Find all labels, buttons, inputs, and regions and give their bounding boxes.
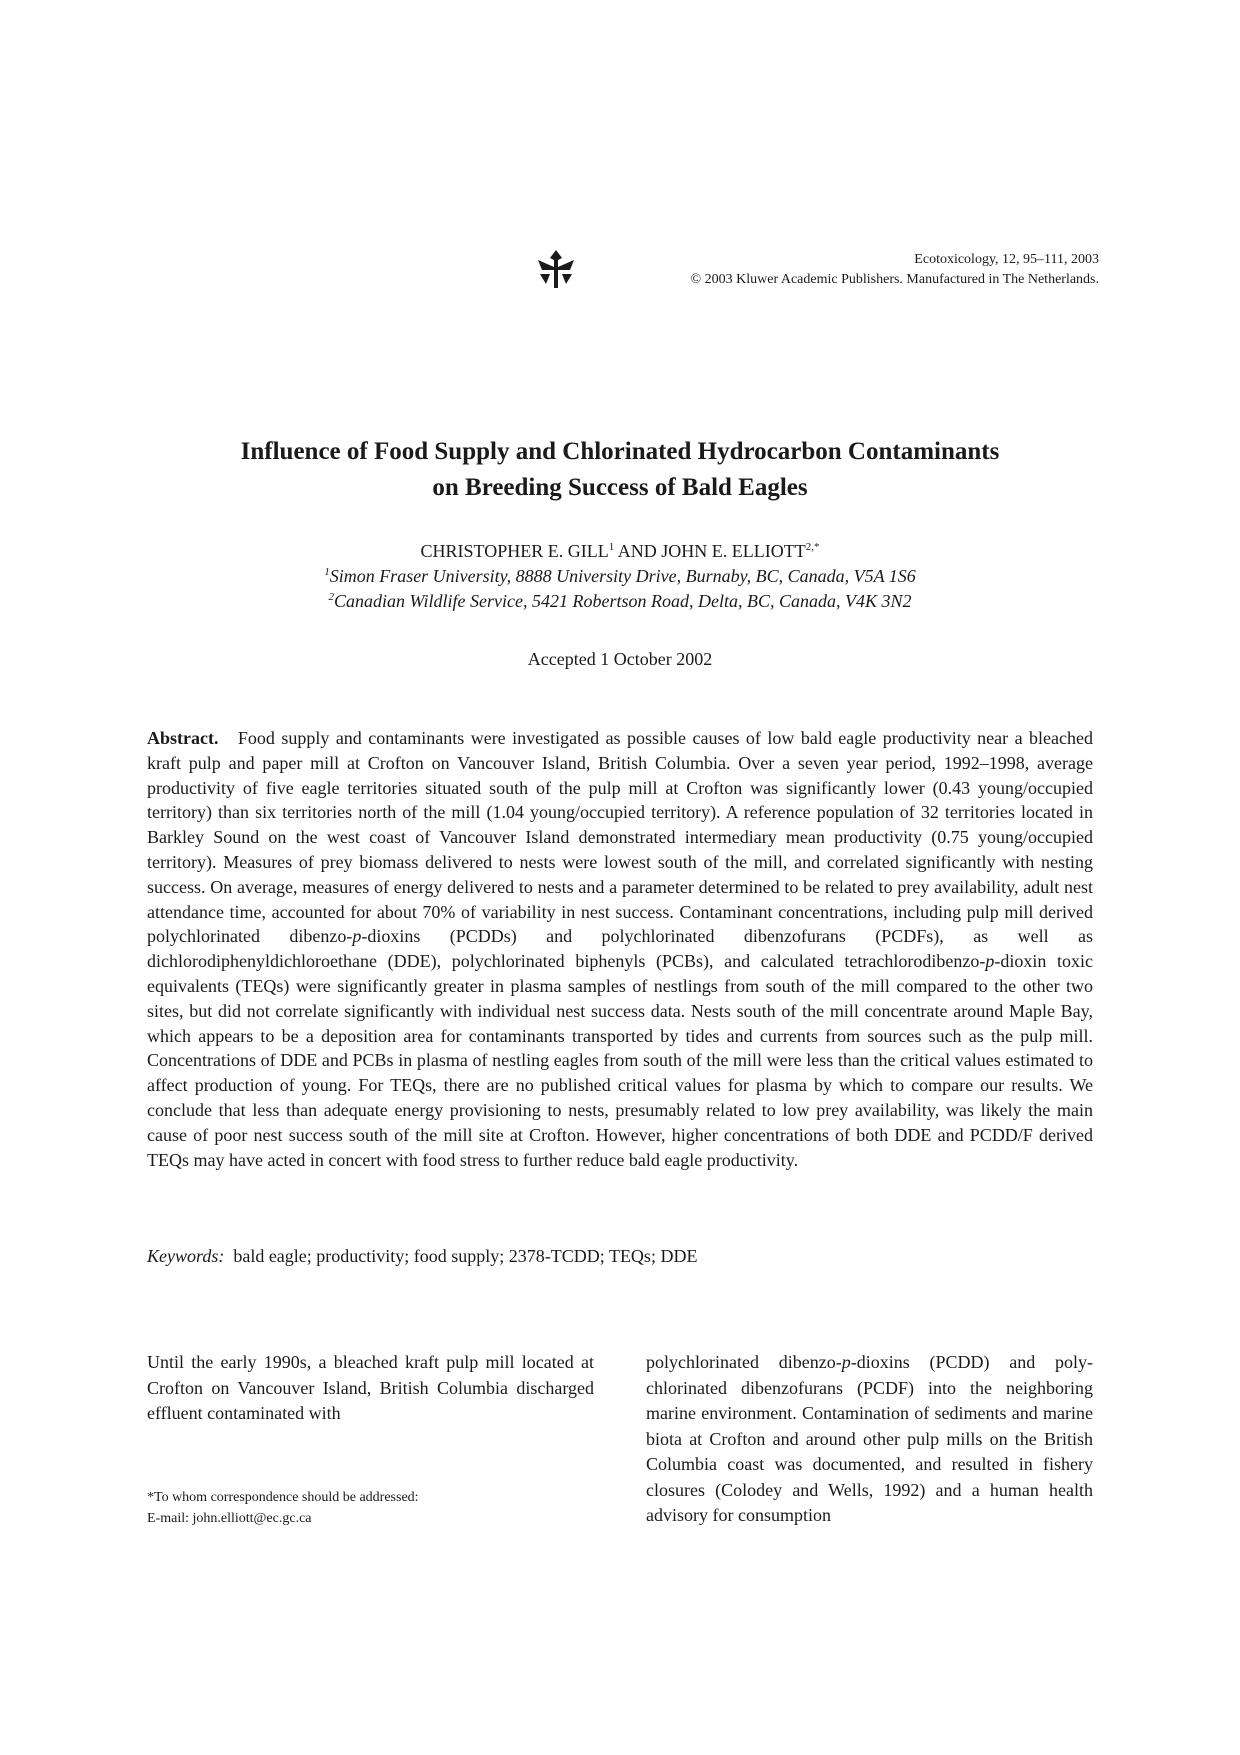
abstract-text-2: -dioxins (PCDDs) and polychlorinated dibenzofurans (PCDFs), as well as dichlorodiphenyldichloroethane (DDE), polychlorinated biphenyls (PCBs), and calculated tetrachlorodibenzo-	[147, 926, 1093, 972]
affiliation-2-superscript: 2	[328, 591, 335, 603]
author-names	[0, 539, 1240, 564]
footnote-email: E-mail: john.elliott@ec.gc.ca	[147, 1511, 312, 1526]
affiliation-1	[0, 564, 1240, 589]
abstract-italic-2: p	[985, 951, 995, 972]
body-column-right	[646, 1350, 1093, 1529]
copyright-line: © 2003 Kluwer Academic Publishers. Manufactured in The Netherlands.	[690, 272, 1099, 287]
abstract-label: Abstract.	[147, 728, 219, 748]
keywords	[147, 1246, 1093, 1267]
accepted-date: Accepted 1 October 2002	[527, 649, 713, 669]
author-block	[0, 539, 1240, 614]
author-2: JOHN E. ELLIOTT	[661, 541, 806, 561]
body-right-italic: p	[841, 1352, 851, 1372]
abstract-text-1: Food supply and contaminants were investigated as possible causes of low bald eagle productivity near a bleached kraft pulp and paper mill at Crofton on Vancouver Island, British Columbia. Over a seven year period, 1992–1998, average productivity of five eagle territories situated south of the pulp mill at Crofton was significantly lower (0.43 young/occupied territory) than six territories north of the mill (1.04 young/occupied territory). A reference population of 32 territories located in Barkley Sound on the west coast of Vancouver Island demonstrated intermediary mean productivity (0.75 young/occupied territory). Measures of prey biomass delivered to nests were lowest south of the mill, and correlated significantly with nesting success. On average, measures of energy delivered to nests and a parameter determined to be related to prey availability, adult nest attendance time, accounted for about 70% of variability in nest success. Contaminant concentrations, including pulp mill derived polychlorinated dibenzo-	[147, 728, 1094, 947]
abstract-text-3: -dioxin toxic equivalents (TEQs) were significantly greater in plasma samples of nestlings from south of the mill compared to the other two sites, but did not correlate significantly with individual nest success data. Nests south of the mill concentrate around Maple Bay, which appears to be a deposition area for contaminants transported by tides and currents from sources such as the pulp mill. Concentrations of DDE and PCBs in plasma of nestling eagles from south of the mill were less than the critical values estimated to affect production of young. For TEQs, there are no published critical values for plasma by which to compare our results. We conclude that less than adequate energy provisioning to nests, presumably related to low prey availability, was likely the main cause of poor nest success south of the mill site at Crofton. However, higher concentrations of both DDE and PCDD/F derived TEQs may have acted in concert with food stress to further reduce bald eagle productivity.	[147, 951, 1093, 1170]
journal-citation: Ecotoxicology, 12, 95–111, 2003	[914, 252, 1099, 267]
title-line-1: Influence of Food Supply and Chlorinated Hydrocarbon Contaminants	[240, 438, 1000, 465]
affiliation-2-text: Canadian Wildlife Service, 5421 Robertson Road, Delta, BC, Canada, V4K 3N2	[334, 591, 912, 611]
title-line-2: on Breeding Success of Bald Eagles	[432, 474, 808, 501]
paper-title	[0, 434, 1240, 506]
journal-header	[691, 250, 1100, 290]
body-right-text-1: polychlorinated dibenzo-	[646, 1352, 842, 1372]
affiliation-1-superscript: 1	[324, 566, 330, 578]
footnote-line-1: *To whom correspondence should be addressed:	[147, 1490, 419, 1505]
abstract	[147, 726, 1093, 1172]
author-1: CHRISTOPHER E. GILL	[420, 541, 609, 561]
author-1-superscript: 1	[608, 541, 615, 553]
author-conjunction: AND	[614, 541, 662, 561]
correspondence-footnote	[147, 1487, 594, 1529]
abstract-italic-1: p	[352, 926, 362, 947]
publisher-logo-icon	[536, 248, 576, 290]
keywords-label: Keywords:	[147, 1246, 225, 1266]
affiliation-1-text: Simon Fraser University, 8888 University Drive, Burnaby, BC, Canada, V5A 1S6	[329, 566, 916, 586]
body-column-left: Until the early 1990s, a bleached kraft pulp mill located at Crofton on Vancouver Island, British Columbia discharged effluent contaminated with	[147, 1352, 594, 1423]
keywords-text: bald eagle; productivity; food supply; 2378-TCDD; TEQs; DDE	[233, 1246, 698, 1266]
author-2-superscript: 2,*	[805, 541, 820, 553]
affiliation-2	[0, 589, 1240, 614]
body-right-text-2: -dioxins (PCDD) and polychlorinated dibenzofurans (PCDF) into the neighboring marine environment. Contamination of sediments and marine biota at Crofton and around other pulp mills on the British Columbia coast was documented, and resulted in fishery closures (Colodey and Wells, 1992) and a human health advisory for consumption	[646, 1352, 1093, 1525]
